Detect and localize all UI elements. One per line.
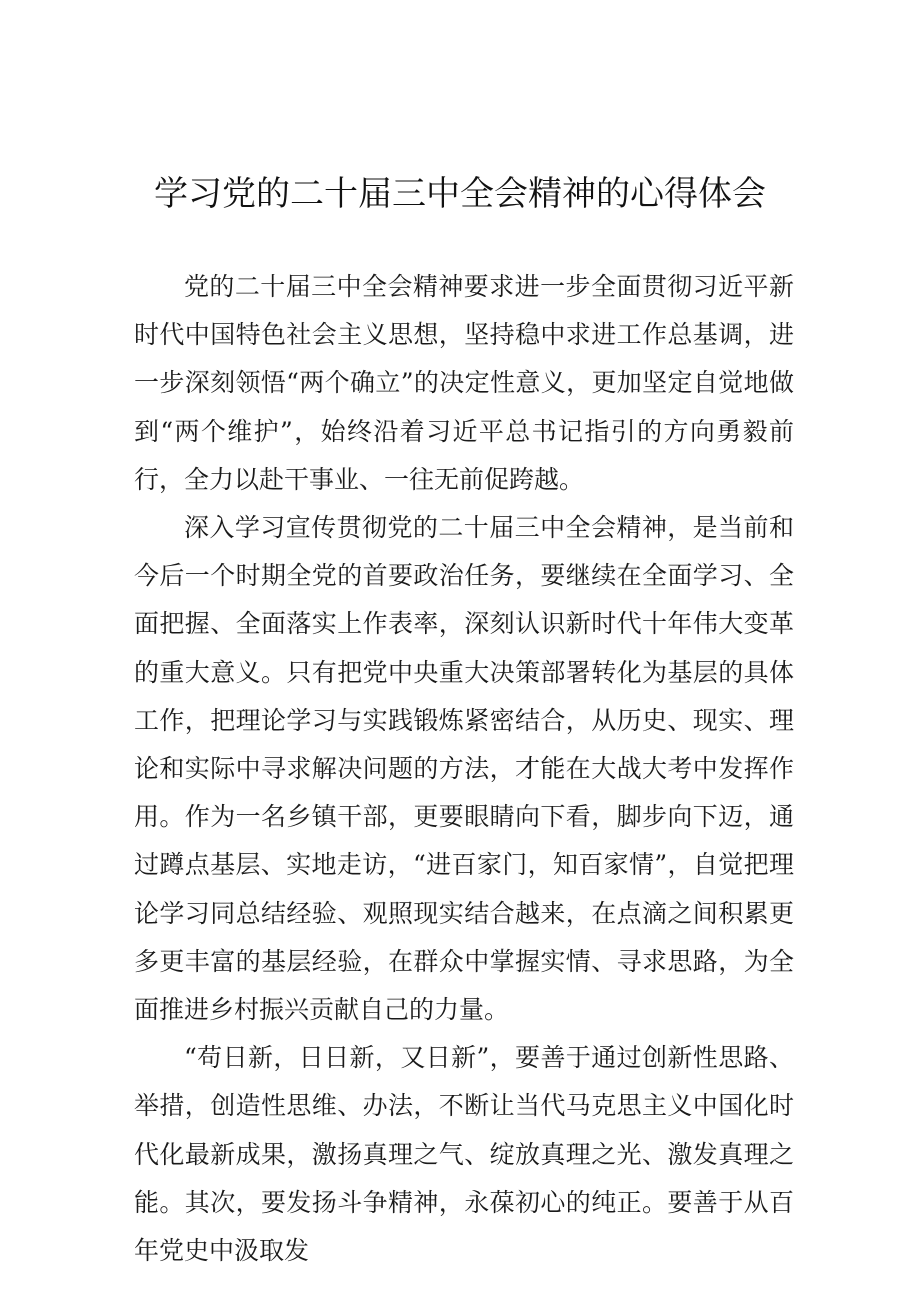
document-body bbox=[134, 263, 794, 1275]
paragraph-1: 党的二十届三中全会精神要求进一步全面贯彻习近平新时代中国特色社会主义思想，坚持稳中求进工作总基调，进一步深刻领悟“两个确立”的决定性意义，更加坚定自觉地做到“两个维护”，始终沿着习近平总书记指引的方向勇毅前行，全力以赴干事业、一往无前促跨越。 bbox=[134, 272, 794, 494]
document-title: 学习党的二十届三中全会精神的心得体会 bbox=[154, 174, 766, 214]
paragraph-2: 深入学习宣传贯彻党的二十届三中全会精神，是当前和今后一个时期全党的首要政治任务，要继续在全面学习、全面把握、全面落实上作表率，深刻认识新时代十年伟大变革的重大意义。只有把党中央重大决策部署转化为基层的具体工作，把理论学习与实践锻炼紧密结合，从历史、现实、理论和实际中寻求解决问题的方法，才能在大战大考中发挥作用。作为一名乡镇干部，更要眼睛向下看，脚步向下迈，通过蹲点基层、实地走访，“进百家门，知百家情”，自觉把理论学习同总结经验、观照现实结合越来，在点滴之间积累更多更丰富的基层经验，在群众中掌握实情、寻求思路，为全面推进乡村振兴贡献自己的力量。 bbox=[134, 513, 794, 1025]
paragraph-3: “苟日新，日日新，又日新”，要善于通过创新性思路、举措，创造性思维、办法，不断让当代马克思主义中国化时代化最新成果，激扬真理之气、绽放真理之光、激发真理之能。其次，要发扬斗争精神，永葆初心的纯正。要善于从百年党史中汲取发 bbox=[134, 1043, 794, 1266]
